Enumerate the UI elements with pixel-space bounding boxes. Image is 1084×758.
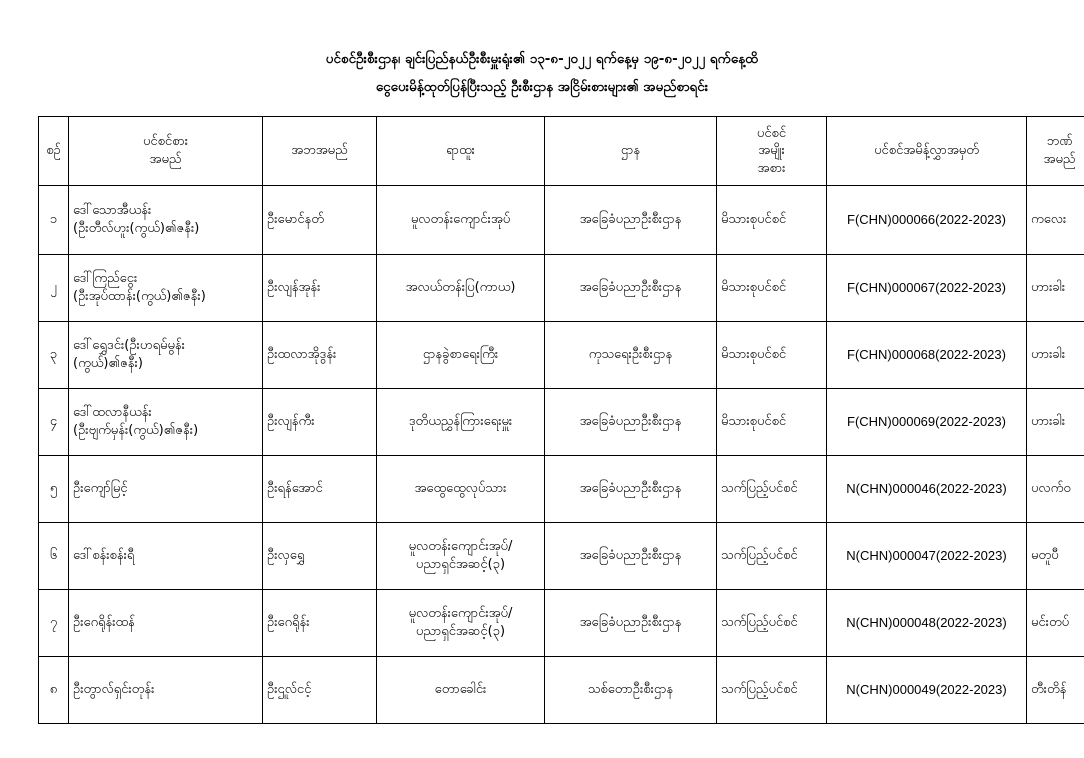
cell-license: F(CHN)000068(2022-2023) (827, 322, 1027, 389)
cell-occupation (377, 255, 545, 322)
cell-father: ဦးထလာအိုဒွန်း (263, 322, 377, 389)
header-bank-line-2: အမည် (1043, 152, 1076, 167)
cell-father: ဦးလှရွှေ (263, 523, 377, 590)
cell-name-line-1: ဦးဂေရိုန်းထန် (73, 615, 135, 631)
cell-bank: မင်းတပ် (1027, 590, 1084, 657)
cell-name-line-1: ဒေါ်စန်းစန်းရီ (73, 548, 135, 564)
cell-department: အခြေခံပညာဦးစီးဌာန (545, 523, 717, 590)
cell-department: သစ်တောဦးစီးဌာန (545, 657, 717, 724)
table-row (39, 523, 1084, 590)
cell-name-line-2: (ဦးတီလ်ဟူး(ကွယ်)၏ဇနီး) (73, 221, 200, 236)
cell-name-line-1: ဒေါ်သောအီယန်း (73, 203, 152, 219)
cell-bank: ဟားခါး (1027, 389, 1084, 456)
cell-name (69, 255, 263, 322)
cell-father: ဦးဌူလ်ငင့် (263, 657, 377, 724)
cell-no: ၇ (39, 590, 69, 657)
header-name-line-2: အမည် (149, 152, 182, 167)
cell-license: F(CHN)000069(2022-2023) (827, 389, 1027, 456)
cell-name-line-1: ဒေါ်ထလာနီယန်း (73, 405, 152, 421)
cell-no: ၃ (39, 322, 69, 389)
cell-father: ဦးရန်အောင် (263, 456, 377, 523)
table-row (39, 322, 1084, 389)
header-occupation: ရာထူး (377, 117, 545, 186)
cell-occupation-line-1: ဒုတိယညွှန်ကြားရေးမှူး (408, 414, 513, 430)
cell-occupation-line-2: ပညာရှင်အဆင့်(၃) (415, 557, 506, 572)
cell-name (69, 590, 263, 657)
cell-type: သက်ပြည့်ပင်စင် (717, 456, 827, 523)
table-row (39, 186, 1084, 255)
cell-name-line-1: ဒေါ်ကြည်ငွေး (73, 271, 138, 287)
cell-department: အခြေခံပညာဦးစီးဌာန (545, 590, 717, 657)
cell-no: ၅ (39, 456, 69, 523)
cell-bank: ဟားခါး (1027, 322, 1084, 389)
header-no: စဉ် (39, 117, 69, 186)
header-bank-line-1: ဘဏ် (1046, 134, 1073, 150)
cell-father: ဦးဂေရိုန်း (263, 590, 377, 657)
cell-bank: မတူပီ (1027, 523, 1084, 590)
cell-occupation (377, 590, 545, 657)
cell-department: အခြေခံပညာဦးစီးဌာန (545, 456, 717, 523)
cell-license: F(CHN)000067(2022-2023) (827, 255, 1027, 322)
header-license: ပင်စင်အမိန့်လွှာအမှတ် (827, 117, 1027, 186)
cell-name (69, 657, 263, 724)
cell-name (69, 456, 263, 523)
cell-name-line-1: ဒေါ်ရွှေဒင်း(ဦးဟရမ်မွန်း (73, 338, 185, 354)
cell-department: အခြေခံပညာဦးစီးဌာန (545, 389, 717, 456)
cell-name (69, 389, 263, 456)
cell-name (69, 322, 263, 389)
header-type (717, 117, 827, 186)
cell-occupation (377, 322, 545, 389)
cell-type: မိသားစုပင်စင် (717, 322, 827, 389)
cell-occupation-line-1: အထွေထွေလုပ်သား (414, 481, 507, 497)
cell-license: F(CHN)000066(2022-2023) (827, 186, 1027, 255)
table-row (39, 590, 1084, 657)
cell-bank: တီးတိန် (1027, 657, 1084, 724)
pensioner-table (38, 116, 1084, 724)
cell-occupation (377, 456, 545, 523)
cell-occupation-line-1: ဌာနခွဲစာရေးကြီး (422, 347, 499, 363)
cell-no: ၂ (39, 255, 69, 322)
cell-name-line-2: (ကွယ်)၏ဇနီး) (73, 356, 143, 371)
cell-no: ၄ (39, 389, 69, 456)
table-header-row (39, 117, 1084, 186)
cell-occupation-line-2: ပညာရှင်အဆင့်(၃) (415, 624, 506, 639)
cell-name-line-1: ဦးကျော်မြင့် (73, 481, 128, 497)
cell-license: N(CHN)000048(2022-2023) (827, 590, 1027, 657)
header-name (69, 117, 263, 186)
cell-occupation-line-1: မူလတန်းကျောင်းအုပ်/ (408, 539, 513, 555)
header-type-line-3: အစား (757, 160, 786, 176)
cell-bank: ဟားခါး (1027, 255, 1084, 322)
cell-no: ၁ (39, 186, 69, 255)
cell-no: ၈ (39, 657, 69, 724)
header-department: ဌာန (545, 117, 717, 186)
cell-type: မိသားစုပင်စင် (717, 389, 827, 456)
document-title-line-1: ပင်စင်ဦးစီးဌာန၊ ချင်းပြည်နယ်ဦးစီးမှူးရုံး၏ ၁၃-၈-၂၀၂၂ ရက်နေ့မှ ၁၉-၈-၂၀၂၂ ရက်နေ့ထိ (325, 51, 759, 67)
header-bank (1027, 117, 1084, 186)
cell-occupation (377, 657, 545, 724)
cell-name-line-2: (ဦးအုပ်ထာန်း(ကွယ်)၏ဇနီး) (73, 289, 206, 304)
cell-name-line-1: ဦးတွာလ်ရှင်းတုန်း (73, 682, 155, 698)
cell-type: သက်ပြည့်ပင်စင် (717, 523, 827, 590)
cell-type: သက်ပြည့်ပင်စင် (717, 657, 827, 724)
cell-name (69, 186, 263, 255)
cell-occupation-line-1: တောခေါင်း (434, 682, 487, 698)
table-row (39, 389, 1084, 456)
cell-occupation-line-1: အလယ်တန်းပြ(ကာယ) (405, 280, 516, 296)
cell-name-line-2: (ဦးဗျက်မှန်း(ကွယ်)၏ဇနီး) (73, 423, 199, 438)
header-name-line-1: ပင်စင်စား (142, 134, 189, 150)
cell-license: N(CHN)000047(2022-2023) (827, 523, 1027, 590)
document-title-line-2: ငွေပေးမိန့်ထုတ်ပြန်ပြီးသည့် ဦးစီးဌာန အငြိမ်းစားများ၏ အမည်စာရင်း (375, 79, 709, 95)
cell-bank: ကလေး (1027, 186, 1084, 255)
table-row (39, 255, 1084, 322)
cell-father: ဦးလျန်အုန်း (263, 255, 377, 322)
table-row (39, 657, 1084, 724)
header-father: အဘအမည် (263, 117, 377, 186)
cell-type: မိသားစုပင်စင် (717, 186, 827, 255)
cell-type: မိသားစုပင်စင် (717, 255, 827, 322)
cell-occupation (377, 389, 545, 456)
cell-bank: ပလက်ဝ (1027, 456, 1084, 523)
cell-type: သက်ပြည့်ပင်စင် (717, 590, 827, 657)
cell-occupation (377, 186, 545, 255)
cell-department: ကုသရေးဦးစီးဌာန (545, 322, 717, 389)
cell-father: ဦးမောင်နတ် (263, 186, 377, 255)
cell-occupation (377, 523, 545, 590)
cell-license: N(CHN)000049(2022-2023) (827, 657, 1027, 724)
cell-occupation-line-1: မူလတန်းကျောင်းအုပ်/ (408, 606, 513, 622)
cell-father: ဦးလျန်ကီး (263, 389, 377, 456)
cell-department: အခြေခံပညာဦးစီးဌာန (545, 186, 717, 255)
cell-occupation-line-1: မူလတန်းကျောင်းအုပ် (410, 212, 511, 228)
cell-department: အခြေခံပညာဦးစီးဌာန (545, 255, 717, 322)
header-type-line-1: ပင်စင် (756, 125, 787, 141)
header-type-line-2: အမျိုး (758, 143, 785, 159)
table-row (39, 456, 1084, 523)
cell-no: ၆ (39, 523, 69, 590)
cell-license: N(CHN)000046(2022-2023) (827, 456, 1027, 523)
cell-name (69, 523, 263, 590)
